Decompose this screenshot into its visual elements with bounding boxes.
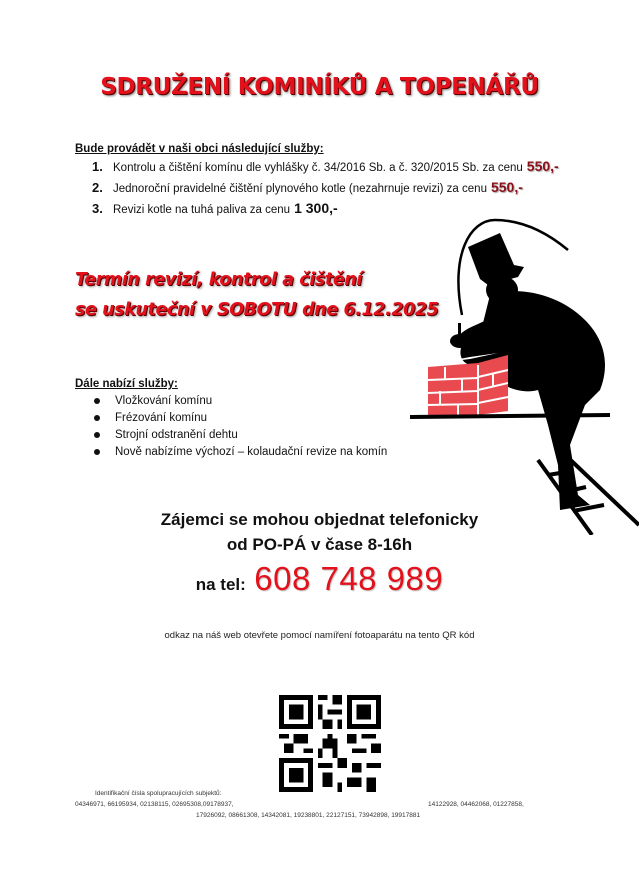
page-title: SDRUŽENÍ KOMINÍKŮ A TOPENÁŘŮ — [100, 74, 539, 100]
list-item-text: Strojní odstranění dehtu — [115, 428, 238, 441]
item-text: Jednoroční pravidelné čištění plynového kotle (nezahrnuje revizi) za cenu — [113, 183, 487, 195]
schedule-notice — [75, 265, 438, 325]
chimney-sweep-icon — [410, 215, 639, 535]
bullet-icon — [94, 432, 100, 438]
bullet-icon — [94, 449, 100, 455]
item-price: 1 300,- — [294, 200, 338, 216]
additional-services-heading: Dále nabízí služby: — [75, 378, 178, 390]
item-number: 1. — [92, 159, 103, 174]
item-number: 3. — [92, 201, 103, 216]
phone-label: na tel: — [195, 575, 246, 594]
list-item-text: Nově nabízíme výchozí – kolaudační revize na komín — [115, 445, 388, 458]
footer-ids-line1-right: 14122928, 04462068, 01227858, — [428, 801, 524, 808]
service-item — [92, 179, 559, 200]
qr-note: odkaz na náš web otevřete pomocí namíření fotoaparátu na tento QR kód — [164, 630, 475, 641]
item-price: 550,- — [526, 158, 559, 174]
footer-ids-line1-left: 04346971, 66195934, 02138115, 02695308,09178937, — [75, 801, 234, 808]
phone-line — [0, 560, 639, 598]
item-text: Kontrolu a čištění komínu dle vyhlášky č. 34/2016 Sb. a č. 320/2015 Sb. za cenu — [113, 162, 523, 174]
schedule-line-1: Termín revizí, kontrol a čištění — [75, 270, 362, 290]
contact-line-1: Zájemci se mohou objednat telefonicky — [160, 510, 479, 529]
service-item — [92, 158, 559, 179]
contact-hours: od PO-PÁ v čase 8-16h — [226, 535, 413, 554]
bullet-icon — [94, 415, 100, 421]
list-item — [92, 409, 387, 426]
list-item-text: Vložkování komínu — [115, 394, 213, 407]
footer-label: Identifikační čísla spolupracujících subjektů: — [95, 790, 222, 797]
item-number: 2. — [92, 180, 103, 195]
services-list — [92, 158, 559, 221]
item-text: Revizi kotle na tuhá paliva za cenu — [113, 204, 291, 216]
phone-number[interactable]: 608 748 989 — [254, 560, 444, 597]
list-item-text: Frézování komínu — [115, 411, 208, 424]
item-price: 550,- — [490, 179, 523, 195]
qr-code-icon[interactable] — [279, 695, 381, 792]
list-item — [92, 443, 387, 460]
list-item — [92, 392, 387, 409]
footer-ids-line2: 17926092, 08661308, 14342081, 19238801, 22127151, 73942898, 19917881 — [196, 812, 421, 819]
services-heading: Bude provádět v naši obci následující služby: — [75, 143, 324, 155]
schedule-line-2: se uskuteční v SOBOTU dne 6.12.2025 — [75, 300, 439, 320]
additional-services-list — [92, 392, 387, 460]
list-item — [92, 426, 387, 443]
bullet-icon — [94, 398, 100, 404]
